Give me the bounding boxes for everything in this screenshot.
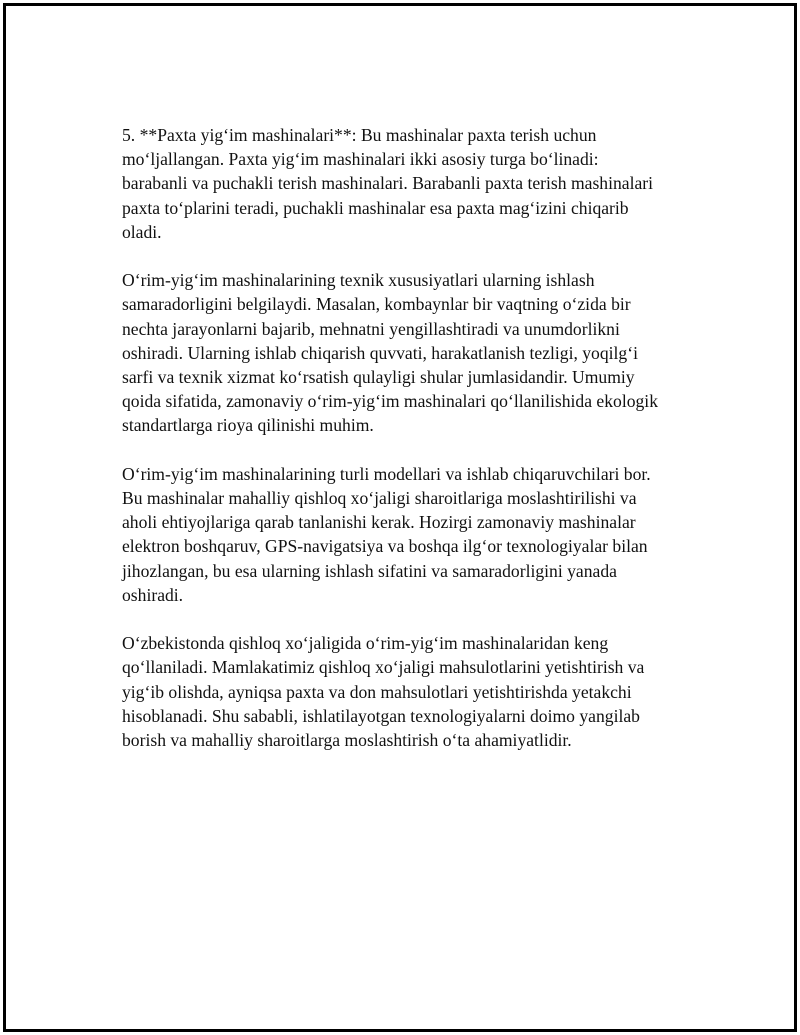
paragraph-technical-features: O‘rim-yig‘im mashinalarining texnik xususiyatlari ularning ishlash samaradorligini belgilaydi. Masalan, kombaynlar bir vaqtning o‘zida bir nechta jarayonlarni bajarib, mehnatni yengillashtiradi va unumdorlikni oshiradi. Ularning ishlab chiqarish quvvati, harakatlanish tezligi, yoqilg‘i sarfi va texnik xizmat ko‘rsatish qulayligi shular jumlasidandir. Umumiy qoida sifatida, zamonaviy o‘rim-yig‘im mashinalari qo‘llanilishida ekologik standartlarga rioya qilinishi muhim. <box>122 270 658 436</box>
document-body <box>122 123 692 776</box>
paragraph-models-manufacturers: O‘rim-yig‘im mashinalarining turli modellari va ishlab chiqaruvchilari bor. Bu mashinalar mahalliy qishloq xo‘jaligi sharoitlariga moslashtirilishi va aholi ehtiyojlariga qarab tanlanishi kerak. Hozirgi zamonaviy mashinalar elektron boshqaruv, GPS-navigatsiya va boshqa ilg‘or texnologiyalar bilan jihozlangan, bu esa ularning ishlash sifatini va samaradorligini yanada oshiradi. <box>122 463 651 605</box>
paragraph-cotton-harvesters: 5. **Paxta yig‘im mashinalari**: Bu mashinalar paxta terish uchun mo‘ljallangan. Paxta yig‘im mashinalari ikki asosiy turga bo‘linadi: barabanli va puchakli terish mashinalari. Barabanli paxta terish mashinalari paxta to‘plarini teradi, puchakli mashinalar esa paxta mag‘izini chiqarib oladi. <box>122 125 654 242</box>
document-page <box>3 3 797 1032</box>
paragraph-uzbekistan-usage: O‘zbekistonda qishloq xo‘jaligida o‘rim-yig‘im mashinalaridan keng qo‘llaniladi. Mamlakatimiz qishloq xo‘jaligi mahsulotlarini yetishtirish va yig‘ib olishda, ayniqsa paxta va don mahsulotlari yetishtirishda yetakchi hisoblanadi. Shu sababli, ishlatilayotgan texnologiyalarni doimo yangilab borish va mahalliy sharoitlarga moslashtirish o‘ta ahamiyatlidir. <box>122 633 645 751</box>
